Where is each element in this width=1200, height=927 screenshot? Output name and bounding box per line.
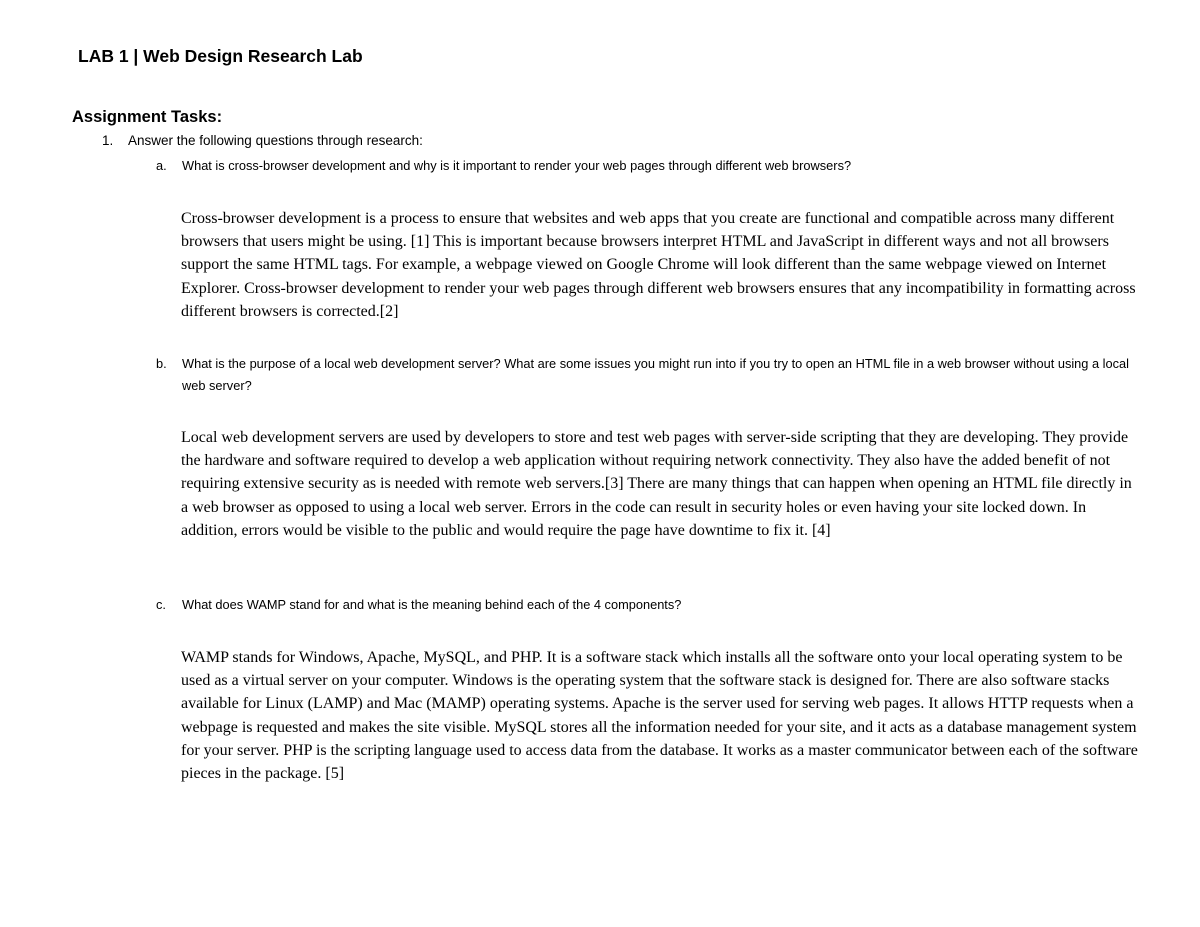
- section-heading: Assignment Tasks:: [72, 108, 223, 126]
- question-a: [156, 155, 1136, 177]
- answer-text: Local web development servers are used by developers to store and test web pages with server-side scripting that they are developing. They provide the hardware and software required to develop a web application without requiring network connectivity. They also have the added benefit of not requiring extensive security as is needed with remote web servers.[3] There are many things that can happen when opening an HTML file directly in a web browser as opposed to using a local web server. Errors in the code can result in security holes or even having your site locked down. In addition, errors would be visible to the public and would require the page have downtime to fix it. [4]: [181, 429, 1132, 539]
- answer-a: [181, 207, 1141, 323]
- question-letter: a.: [156, 158, 167, 173]
- task-item: [102, 133, 423, 148]
- question-b: [156, 353, 1136, 397]
- answer-text: WAMP stands for Windows, Apache, MySQL, and PHP. It is a software stack which installs all the software onto your local operating system to be used as a virtual server on your computer. Windows is the operating system that the software stack is designed for. There are also software stacks available for Linux (LAMP) and Mac (MAMP) operating systems. Apache is the server used for serving web pages. It allows HTTP requests when a webpage is requested and makes the site visible. MySQL stores all the information needed for your site, and it acts as a database management system for your server. PHP is the scripting language used to access data from the database. It works as a master communicator between each of the software pieces in the package. [5]: [181, 649, 1138, 783]
- question-text: What does WAMP stand for and what is the meaning behind each of the 4 components?: [182, 597, 682, 612]
- question-letter: b.: [156, 356, 167, 371]
- question-c: [156, 594, 1136, 616]
- question-letter: c.: [156, 597, 166, 612]
- task-number: 1.: [102, 133, 114, 148]
- question-text: What is cross-browser development and why is it important to render your web pages through different web browsers?: [182, 158, 852, 173]
- task-text: Answer the following questions through research:: [128, 133, 423, 148]
- question-text: What is the purpose of a local web development server? What are some issues you might run into if you try to open an HTML file in a web browser without using a local web server?: [182, 356, 1129, 393]
- answer-c: [181, 646, 1141, 785]
- lab-title: LAB 1 | Web Design Research Lab: [78, 46, 363, 66]
- answer-text: Cross-browser development is a process to ensure that websites and web apps that you create are functional and compatible across many different browsers that users might be using. [1] This is important because browsers interpret HTML and JavaScript in different ways and not all browsers support the same HTML tags. For example, a webpage viewed on Google Chrome will look different than the same webpage viewed on Internet Explorer. Cross-browser development to render your web pages through different web browsers ensures that any incompatibility in formatting across different browsers is corrected.[2]: [181, 210, 1136, 320]
- answer-b: [181, 426, 1141, 542]
